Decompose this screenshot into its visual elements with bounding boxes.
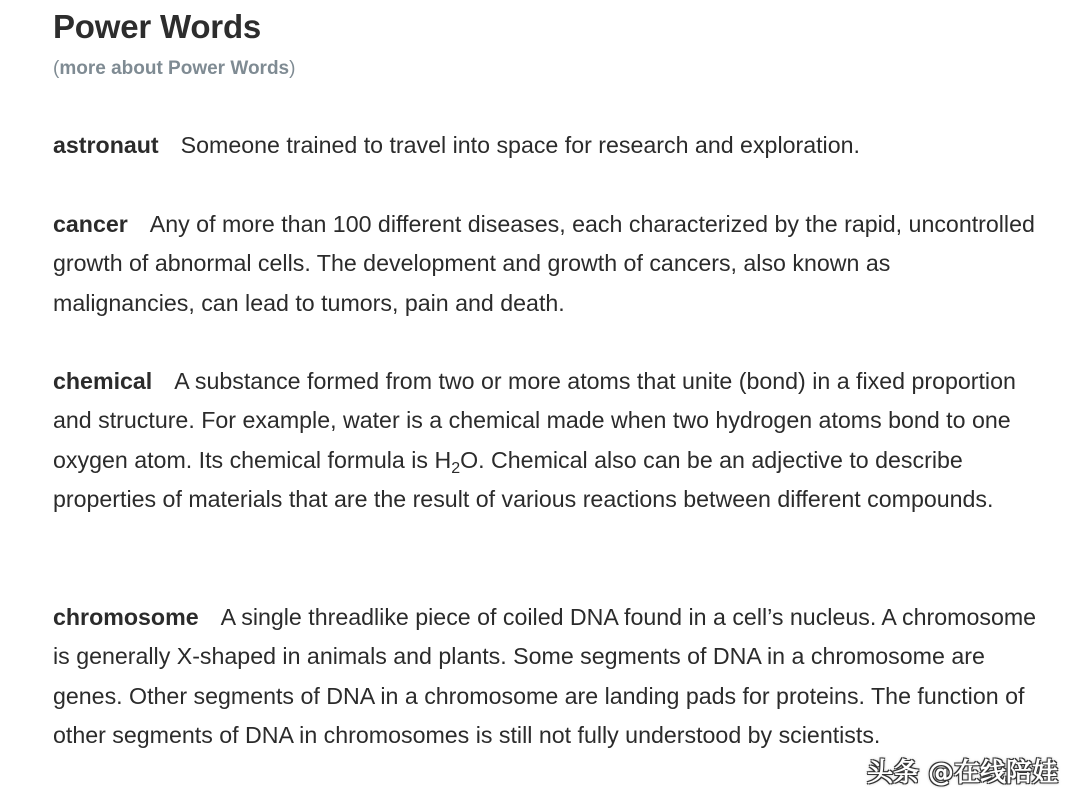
term: chromosome: [53, 604, 199, 630]
entry-chromosome: [53, 598, 1038, 755]
page-title: Power Words: [53, 8, 262, 45]
definition: Someone trained to travel into space for research and exploration.: [180, 132, 860, 158]
definition: A single threadlike piece of coiled DNA found in a cell’s nucleus. A chromosome is generally X-shaped in animals and plants. Some segments of DNA in a chromosome are genes. Other segments of DNA in a chromosome are landing pads for proteins. The function of other segments of DNA in chromosomes is still not fully understood by scientists.: [53, 604, 1037, 748]
term: astronaut: [53, 132, 159, 158]
term: chemical: [53, 368, 153, 394]
watermark-text: 头条 @在线陪娃: [866, 758, 1058, 788]
term: cancer: [53, 211, 128, 237]
more-about-line: [53, 58, 295, 80]
entry-chemical: [53, 362, 1038, 519]
entry-astronaut: [53, 126, 1038, 165]
definition: Any of more than 100 different diseases, each characterized by the rapid, uncontrolled growth of abnormal cells. The development and growth of cancers, also known as malignancies, can lead to tumors, pain and death.: [53, 211, 1035, 316]
definition-part-2: O. Chemical also can be an adjective to describe properties of materials that are the result of various reactions between different compounds.: [53, 446, 994, 512]
more-close-paren: ): [289, 58, 296, 79]
entry-cancer: [53, 205, 1038, 323]
formula-subscript: 2: [451, 459, 461, 477]
more-open-paren: (: [53, 58, 60, 79]
definition-part-1: A substance formed from two or more atoms that unite (bond) in a fixed proportion and structure. For example, water is a chemical made when two hydrogen atoms bond to one oxygen atom. Its chemical formula is H: [53, 368, 1016, 473]
more-about-link[interactable]: more about Power Words: [59, 58, 290, 79]
